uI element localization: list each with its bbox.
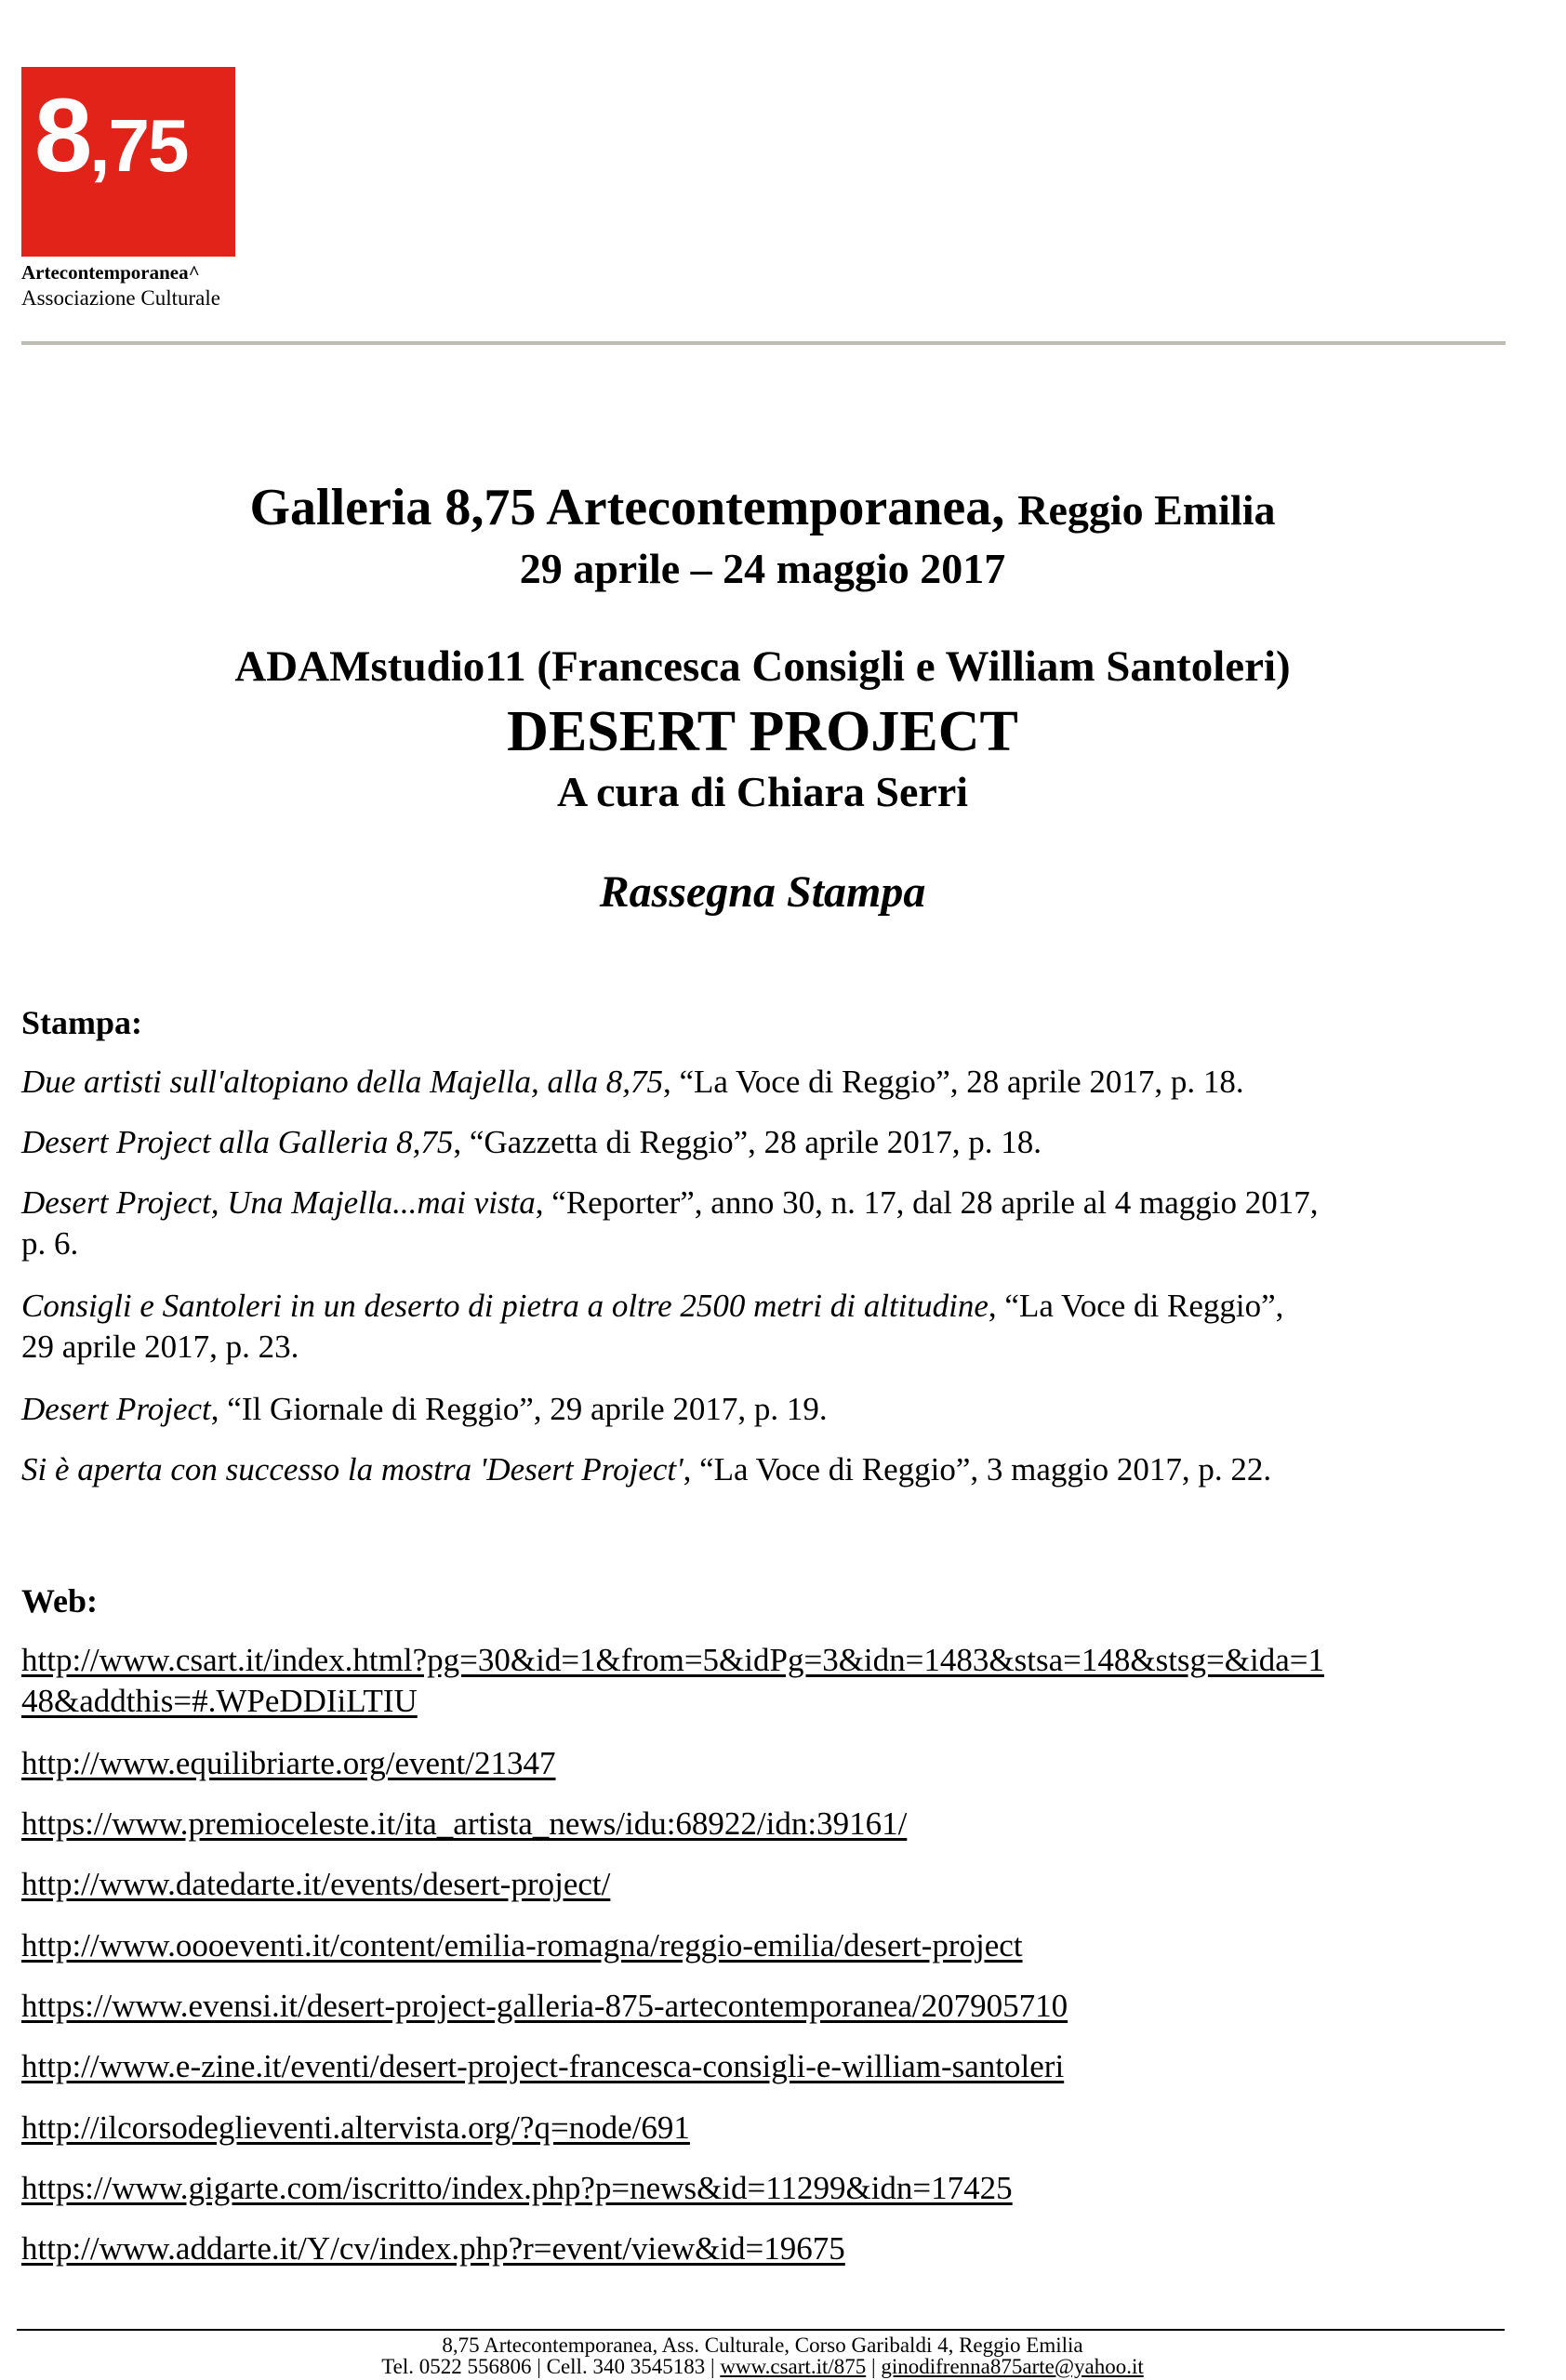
web-link[interactable]: http://www.equilibriarte.org/event/21347: [21, 1745, 556, 1781]
footer-separator: |: [866, 2355, 882, 2378]
press-item-source: , “La Voce di Reggio”, 28 aprile 2017, p. 18.: [662, 1064, 1244, 1100]
web-heading: Web:: [21, 1582, 99, 1620]
footer-phones: Tel. 0522 556806 | Cell. 340 3545183 |: [381, 2355, 721, 2378]
logo-decimal: ,75: [89, 104, 188, 187]
press-item-continuation: 29 aprile 2017, p. 23.: [21, 1329, 299, 1365]
web-link[interactable]: https://www.premioceleste.it/ita_artista_news/idu:68922/idn:39161/: [21, 1805, 908, 1842]
press-item-title: Desert Project, Una Majella...mai vista: [21, 1184, 536, 1221]
press-item-title: Si è aperta con successo la mostra 'Desert Project': [21, 1451, 683, 1488]
web-link[interactable]: http://www.e-zine.it/eventi/desert-project-francesca-consigli-e-william-santoleri: [21, 2048, 1065, 2084]
logo: [21, 67, 235, 257]
press-item-continuation: p. 6.: [21, 1225, 79, 1262]
artists: ADAMstudio11 (Francesca Consigli e William Santoleri): [234, 642, 1291, 691]
web-link[interactable]: http://www.addarte.it/Y/cv/index.php?r=event/view&id=19675: [21, 2230, 845, 2267]
press-review-title: Rassegna Stampa: [599, 867, 926, 917]
press-item: [21, 1449, 1271, 1490]
press-item: [21, 1122, 1042, 1163]
curator: A cura di Chiara Serri: [556, 768, 969, 815]
gallery-city: Reggio Emilia: [1017, 486, 1276, 534]
footer-contacts: [0, 2354, 1525, 2380]
footer-divider: [17, 2329, 1505, 2331]
org-name: Artecontemporanea^: [21, 261, 200, 284]
web-link[interactable]: https://www.evensi.it/desert-project-galleria-875-artecontemporanea/207905710: [21, 1988, 1068, 2024]
press-item-source: , “La Voce di Reggio”, 3 maggio 2017, p. 22.: [683, 1451, 1272, 1488]
footer-address: 8,75 Artecontemporanea, Ass. Culturale, Corso Garibaldi 4, Reggio Emilia: [442, 2334, 1083, 2357]
web-link[interactable]: http://ilcorsodeglieventi.altervista.org/?q=node/691: [21, 2109, 690, 2146]
gallery-title: [0, 478, 1525, 537]
press-item: [21, 1183, 1319, 1223]
press-item-title: Consigli e Santoleri in un deserto di pietra a oltre 2500 metri di altitudine: [21, 1288, 989, 1324]
web-link[interactable]: 48&addthis=#.WPeDDIiLTIU: [21, 1683, 418, 1719]
gallery-name: Galleria 8,75 Artecontemporanea,: [249, 479, 1005, 536]
press-item-source: , “Il Giornale di Reggio”, 29 aprile 2017, p. 19.: [210, 1391, 828, 1427]
press-item-source: , “Gazzetta di Reggio”, 28 aprile 2017, p. 18.: [453, 1124, 1042, 1160]
press-item-title: Due artisti sull'altopiano della Majella, alla 8,75: [21, 1064, 663, 1100]
footer-email-link[interactable]: ginodifrenna875arte@yahoo.it: [881, 2355, 1144, 2378]
press-item: [21, 1286, 1283, 1327]
stampa-heading: Stampa:: [21, 1004, 143, 1041]
logo-text: [34, 77, 188, 193]
press-item-source: , “Reporter”, anno 30, n. 17, dal 28 aprile al 4 maggio 2017,: [535, 1184, 1319, 1221]
press-item: [21, 1389, 828, 1430]
press-item-title: Desert Project alla Galleria 8,75: [21, 1124, 454, 1160]
web-link[interactable]: http://www.datedarte.it/events/desert-project/: [21, 1866, 611, 1902]
press-item: [21, 1062, 1244, 1103]
footer-website-link[interactable]: www.csart.it/875: [720, 2355, 867, 2378]
org-type: Associazione Culturale: [21, 286, 220, 310]
press-item-source: , “La Voce di Reggio”,: [988, 1288, 1284, 1324]
web-link[interactable]: http://www.oooeventi.it/content/emilia-romagna/reggio-emilia/desert-project: [21, 1927, 1023, 1964]
press-item-title: Desert Project: [21, 1391, 211, 1427]
project-title: DESERT PROJECT: [507, 700, 1018, 763]
web-link[interactable]: http://www.csart.it/index.html?pg=30&id=1&from=5&idPg=3&idn=1483&stsa=148&stsg=&ida=1: [21, 1642, 1325, 1678]
web-link[interactable]: https://www.gigarte.com/iscritto/index.php?p=news&id=11299&idn=17425: [21, 2170, 1013, 2206]
exhibition-dates: 29 aprile – 24 maggio 2017: [519, 545, 1006, 592]
logo-number: 8: [34, 77, 90, 193]
header-divider: [21, 341, 1506, 345]
